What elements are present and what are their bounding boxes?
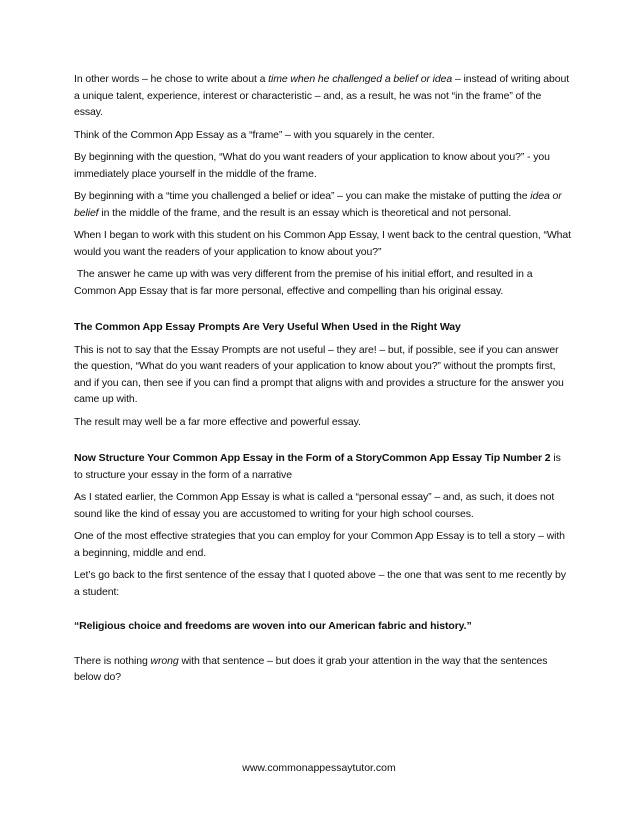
paragraph-12: Let’s go back to the first sentence of the essay that I quoted above – the one that was sent to me recently by a student: xyxy=(74,569,566,598)
paragraph-1-text-a: In other words – he chose to write about a xyxy=(74,73,269,85)
paragraph-13-italic: wrong xyxy=(150,654,179,667)
paragraph-2: Think of the Common App Essay as a “frame” – with you squarely in the center. xyxy=(74,128,435,141)
paragraph-1 xyxy=(74,71,571,121)
paragraph-5: When I began to work with this student on his Common App Essay, I went back to the central question, “What would you want the readers of your application to know about you?” xyxy=(74,229,571,258)
section-heading-prompts: The Common App Essay Prompts Are Very Useful When Used in the Right Way xyxy=(74,321,461,333)
paragraph-4-text-a: By beginning with a “time you challenged a belief or idea” – you can make the mistake of putting the xyxy=(74,190,531,202)
paragraph-11: One of the most effective strategies that you can employ for your Common App Essay is to tell a story – with a beginning, middle and end. xyxy=(74,530,565,559)
paragraph-4-text-c: in the middle of the frame, and the result is an essay which is theoretical and not personal. xyxy=(98,206,512,219)
paragraph-9-text: is to structure your essay in the form of a narrative xyxy=(74,452,561,481)
footer-url: www.commonappessaytutor.com xyxy=(242,762,396,774)
paragraph-13-text-a: There is nothing xyxy=(74,654,151,667)
paragraph-10: As I stated earlier, the Common App Essay is what is called a “personal essay” – and, as such, it does not sound like the kind of essay you are accustomed to writing for your high school courses. xyxy=(74,491,555,520)
paragraph-13-text-c: with that sentence – but does it grab your attention in the way that the sentences below do? xyxy=(74,654,548,683)
paragraph-8: The result may well be a far more effective and powerful essay. xyxy=(74,415,361,428)
paragraph-4-italic: idea or belief xyxy=(74,190,562,219)
paragraph-3: By beginning with the question, “What do you want readers of your application to know about you?” - you immediately place yourself in the middle of the frame. xyxy=(74,151,550,180)
document-body xyxy=(74,71,571,692)
paragraph-1-italic: time when he challenged a belief or idea xyxy=(268,73,453,85)
paragraph-4 xyxy=(74,188,571,221)
section-heading-structure: Now Structure Your Common App Essay in the Form of a StoryCommon App Essay Tip Number 2 xyxy=(74,452,551,464)
paragraph-7: This is not to say that the Essay Prompts are not useful – they are! – but, if possible, see if you can answer the question, “What do you want readers of your application to know about you?” without the prompts first, and if you can, then see if you can find a prompt that aligns with and provides a structure for the answer you came up with. xyxy=(74,343,564,405)
paragraph-13 xyxy=(74,653,571,686)
paragraph-9 xyxy=(74,450,571,483)
paragraph-1-text-c: – instead of writing about a unique talent, experience, interest or characteristic – and, as a result, he was not “in the frame” of the essay. xyxy=(74,73,570,118)
paragraph-6: The answer he came up with was very different from the premise of his initial effort, and resulted in a Common App Essay that is far more personal, effective and compelling than his original essay. xyxy=(74,268,536,297)
quoted-sentence: “Religious choice and freedoms are woven into our American fabric and history.” xyxy=(74,620,472,632)
